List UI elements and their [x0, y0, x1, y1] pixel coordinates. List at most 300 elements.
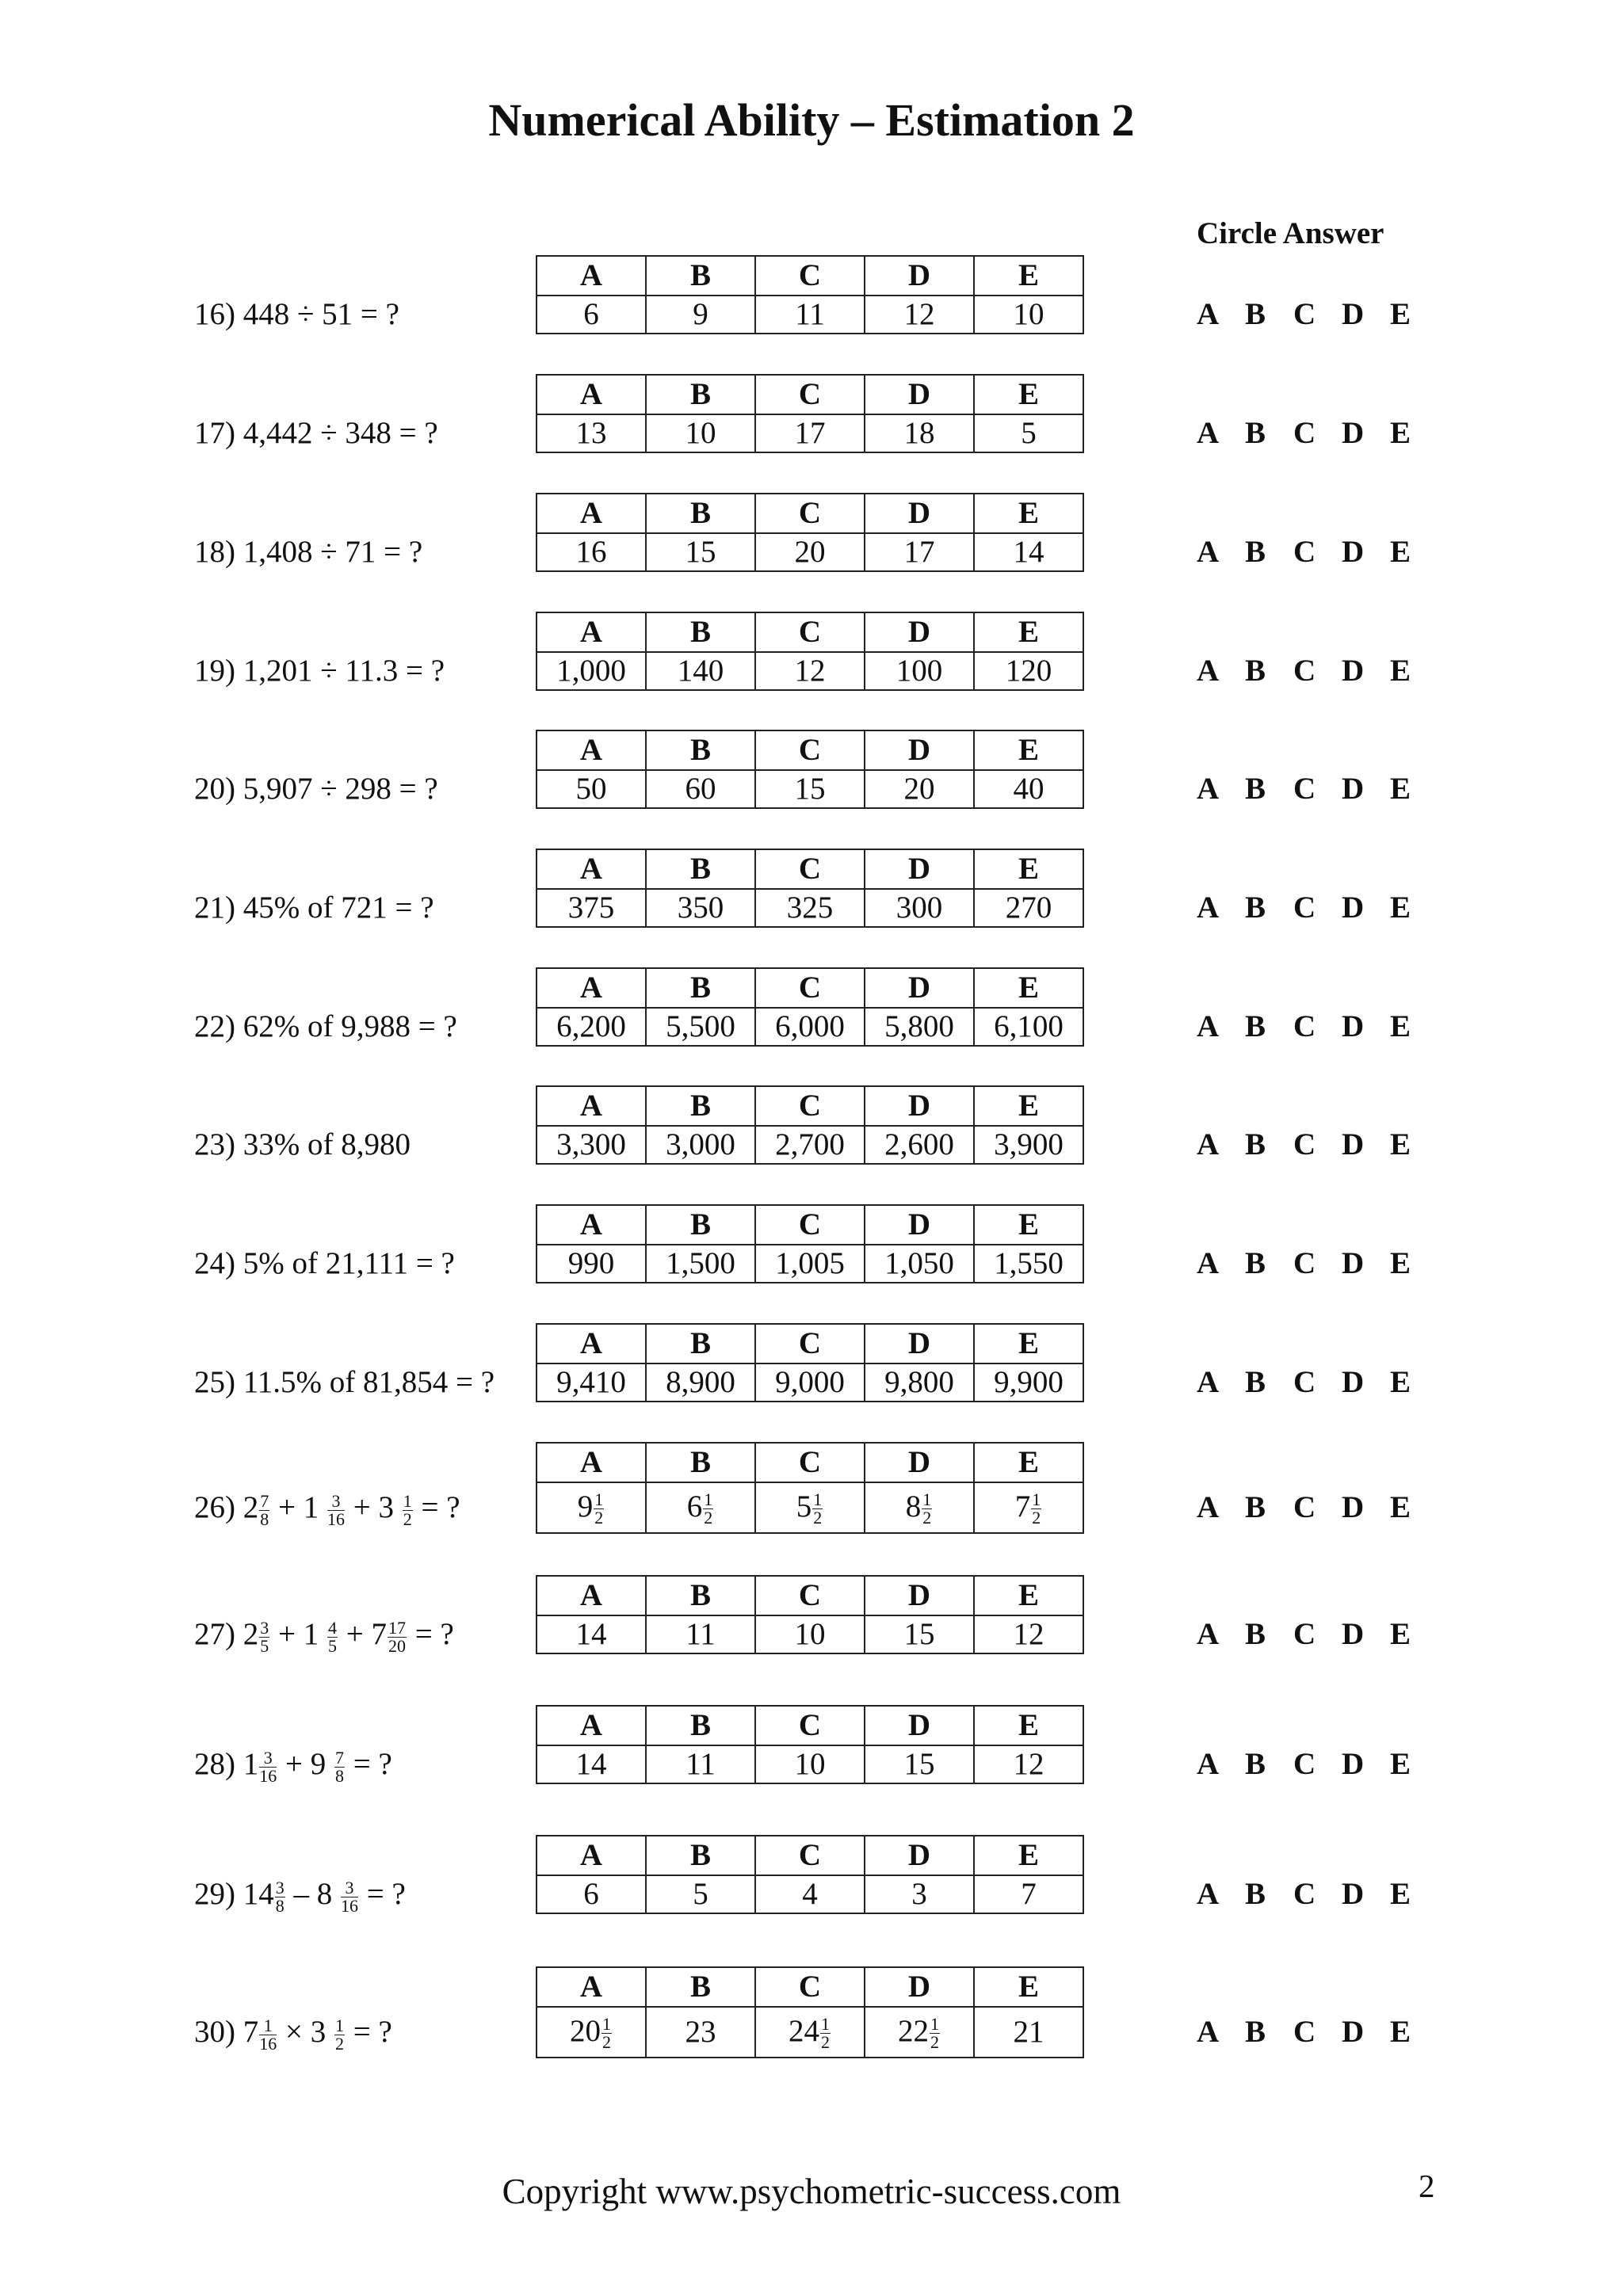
answer-letter[interactable]: B: [1245, 1617, 1266, 1651]
option-header: E: [974, 849, 1083, 889]
answer-letter[interactable]: B: [1245, 1246, 1266, 1280]
fraction: [259, 1490, 269, 1529]
answer-letter[interactable]: B: [1245, 1127, 1266, 1161]
option-value: 50: [537, 770, 646, 808]
option-header: D: [865, 256, 974, 296]
denominator: 2: [1032, 1508, 1041, 1528]
numerator: 1: [821, 2014, 830, 2035]
answer-letter[interactable]: A: [1197, 1127, 1220, 1161]
answer-letter[interactable]: C: [1293, 891, 1316, 925]
option-header: B: [646, 1324, 755, 1363]
option-value: 9: [646, 296, 755, 334]
answer-letter[interactable]: A: [1197, 1365, 1220, 1399]
option-header: A: [537, 1576, 646, 1615]
answer-choices: [1197, 1009, 1438, 1044]
option-value: 5,800: [865, 1008, 974, 1046]
fraction: [327, 1490, 345, 1529]
answer-letter[interactable]: B: [1245, 891, 1266, 925]
option-value: 6 $\frac{1}{2}$: [646, 1482, 755, 1533]
option-value: 6,000: [755, 1008, 865, 1046]
option-value: 325: [755, 889, 865, 927]
option-header: D: [865, 1324, 974, 1363]
answer-letter[interactable]: D: [1342, 772, 1365, 806]
answer-letter[interactable]: E: [1390, 654, 1411, 688]
option-header: D: [865, 1967, 974, 2007]
option-value: 8,900: [646, 1363, 755, 1402]
option-header: C: [755, 1205, 865, 1245]
numerator: 1: [335, 2015, 344, 2035]
answer-choices: [1197, 1876, 1438, 1912]
denominator: 2: [821, 2032, 830, 2053]
answer-letter[interactable]: B: [1245, 1490, 1266, 1524]
option-header: E: [974, 1576, 1083, 1615]
options-table: [536, 1323, 1084, 1402]
answer-letter[interactable]: E: [1390, 297, 1411, 331]
option-value: 21: [974, 2007, 1083, 2058]
answer-choices: [1197, 1746, 1438, 1782]
option-header: D: [865, 849, 974, 889]
option-value: 9 $\frac{1}{2}$: [537, 1482, 646, 1533]
answer-letter[interactable]: E: [1390, 1490, 1411, 1524]
option-value: 3,000: [646, 1126, 755, 1164]
answer-letter[interactable]: E: [1390, 416, 1411, 450]
answer-letter[interactable]: D: [1342, 1246, 1365, 1280]
answer-letter[interactable]: C: [1293, 1877, 1316, 1911]
options-table: [536, 967, 1084, 1047]
fraction: [334, 1749, 345, 1785]
option-header: A: [537, 968, 646, 1008]
option-header: A: [537, 1086, 646, 1126]
option-header: C: [755, 1576, 865, 1615]
option-header: E: [974, 612, 1083, 652]
answer-letter[interactable]: C: [1293, 1009, 1316, 1043]
numerator: 1: [1032, 1489, 1041, 1510]
option-value: 15: [865, 1615, 974, 1653]
answer-letter[interactable]: E: [1390, 1365, 1411, 1399]
options-table: [536, 493, 1084, 572]
option-header: D: [865, 375, 974, 414]
answer-choices: [1197, 771, 1438, 807]
answer-letter[interactable]: C: [1293, 1127, 1316, 1161]
fraction: [703, 1491, 713, 1527]
option-header: D: [865, 1205, 974, 1245]
fraction: [820, 2016, 831, 2051]
options-table: [536, 1204, 1084, 1283]
answer-letter[interactable]: A: [1197, 1490, 1220, 1524]
fraction: [259, 1749, 277, 1785]
question-text: 21) 45% of 721 = ?: [194, 891, 434, 925]
option-value: 7 $\frac{1}{2}$: [974, 1482, 1083, 1533]
option-header: C: [755, 1706, 865, 1745]
denominator: 2: [813, 1508, 823, 1528]
answer-letter[interactable]: B: [1245, 1009, 1266, 1043]
option-value: 300: [865, 889, 974, 927]
answer-letter[interactable]: B: [1245, 2015, 1266, 2049]
answer-letter[interactable]: C: [1293, 416, 1316, 450]
answer-letter[interactable]: E: [1390, 772, 1411, 806]
answer-letter[interactable]: A: [1197, 1246, 1220, 1280]
answer-letter[interactable]: A: [1197, 654, 1220, 688]
answer-letter[interactable]: E: [1390, 1747, 1411, 1781]
option-value: 24 $\frac{1}{2}$: [755, 2007, 865, 2058]
option-value: 5: [646, 1875, 755, 1913]
answer-letter[interactable]: D: [1342, 1747, 1365, 1781]
option-header: C: [755, 730, 865, 770]
option-value: 17: [865, 533, 974, 571]
option-header: B: [646, 1576, 755, 1615]
answer-letter[interactable]: A: [1197, 416, 1220, 450]
numerator: 17: [388, 1617, 406, 1638]
question-text: 20) 5,907 ÷ 298 = ?: [194, 772, 438, 806]
option-header: C: [755, 1443, 865, 1482]
answer-letter[interactable]: B: [1245, 535, 1266, 569]
answer-letter[interactable]: C: [1293, 1617, 1316, 1651]
page-title: Numerical Ability – Estimation 2: [488, 94, 1135, 146]
answer-choices: [1197, 653, 1438, 688]
option-header: C: [755, 1836, 865, 1875]
copyright-footer: Copyright www.psychometric-success.com: [502, 2172, 1121, 2211]
option-value: 17: [755, 414, 865, 452]
answer-letter[interactable]: C: [1293, 1246, 1316, 1280]
answer-choices: [1197, 1245, 1438, 1281]
fraction: [403, 1490, 413, 1529]
option-header: D: [865, 1443, 974, 1482]
option-value: 10: [755, 1745, 865, 1783]
option-header: B: [646, 375, 755, 414]
circle-answer-heading: Circle Answer: [1197, 216, 1384, 250]
option-value: 12: [755, 652, 865, 690]
numerator: 1: [813, 1489, 823, 1510]
page-number: 2: [1419, 2168, 1435, 2204]
option-value: 375: [537, 889, 646, 927]
options-table: [536, 374, 1084, 453]
option-header: D: [865, 1836, 974, 1875]
option-value: 4: [755, 1875, 865, 1913]
option-header: E: [974, 968, 1083, 1008]
option-value: 1,550: [974, 1245, 1083, 1283]
answer-letter[interactable]: C: [1293, 1747, 1316, 1781]
answer-letter[interactable]: E: [1390, 535, 1411, 569]
option-value: 14: [537, 1615, 646, 1653]
denominator: 2: [594, 1508, 604, 1528]
numerator: 1: [704, 1489, 713, 1510]
denominator: 2: [335, 2033, 344, 2054]
answer-choices: [1197, 534, 1438, 570]
option-header: D: [865, 494, 974, 533]
option-value: 60: [646, 770, 755, 808]
options-table: [536, 849, 1084, 928]
option-value: 140: [646, 652, 755, 690]
option-value: 14: [974, 533, 1083, 571]
option-value: 6: [537, 296, 646, 334]
option-header: E: [974, 256, 1083, 296]
option-value: 11: [755, 296, 865, 334]
option-header: A: [537, 1836, 646, 1875]
denominator: 5: [260, 1635, 269, 1656]
option-value: 12: [974, 1745, 1083, 1783]
denominator: 2: [602, 2032, 611, 2053]
answer-letter[interactable]: B: [1245, 1877, 1266, 1911]
answer-letter[interactable]: E: [1390, 1009, 1411, 1043]
option-header: E: [974, 1324, 1083, 1363]
answer-letter[interactable]: A: [1197, 1009, 1220, 1043]
option-value: 12: [974, 1615, 1083, 1653]
denominator: 16: [341, 1895, 358, 1916]
option-header: A: [537, 1967, 646, 2007]
fraction: [259, 2017, 277, 2053]
answer-choices: [1197, 2014, 1438, 2050]
answer-letter[interactable]: E: [1390, 1617, 1411, 1651]
numerator: 1: [259, 2017, 277, 2035]
option-value: 9,800: [865, 1363, 974, 1402]
option-header: B: [646, 849, 755, 889]
answer-letter[interactable]: C: [1293, 535, 1316, 569]
option-header: A: [537, 849, 646, 889]
answer-choices: [1197, 1127, 1438, 1162]
option-value: 1,050: [865, 1245, 974, 1283]
answer-letter[interactable]: A: [1197, 1617, 1220, 1651]
option-header: E: [974, 1706, 1083, 1745]
fraction: [922, 1491, 932, 1527]
option-header: C: [755, 494, 865, 533]
denominator: 20: [388, 1635, 406, 1656]
option-value: 3,900: [974, 1126, 1083, 1164]
fraction: [334, 2017, 345, 2053]
denominator: 2: [403, 1508, 412, 1529]
answer-letter[interactable]: C: [1293, 297, 1316, 331]
numerator: 7: [335, 1747, 344, 1768]
option-header: D: [865, 968, 974, 1008]
answer-letter[interactable]: E: [1390, 1246, 1411, 1280]
answer-letter[interactable]: B: [1245, 772, 1266, 806]
answer-letter[interactable]: A: [1197, 297, 1220, 331]
option-value: 3: [865, 1875, 974, 1913]
numerator: 1: [930, 2014, 939, 2035]
answer-letter[interactable]: C: [1293, 654, 1316, 688]
answer-letter[interactable]: C: [1293, 772, 1316, 806]
option-value: 5 $\frac{1}{2}$: [755, 1482, 865, 1533]
option-value: 1,000: [537, 652, 646, 690]
question-text: 29) 14 $\frac{3}{8}$ – 8 $\frac{3}{16}$ = ?: [194, 1877, 406, 1916]
option-value: 12: [865, 296, 974, 334]
answer-letter[interactable]: E: [1390, 1127, 1411, 1161]
answer-letter[interactable]: D: [1342, 2015, 1365, 2049]
answer-letter[interactable]: D: [1342, 535, 1365, 569]
answer-choices: [1197, 415, 1438, 451]
option-header: B: [646, 494, 755, 533]
denominator: 8: [335, 1765, 344, 1786]
numerator: 1: [403, 1490, 412, 1511]
option-value: 10: [755, 1615, 865, 1653]
answer-letter[interactable]: D: [1342, 297, 1365, 331]
option-header: B: [646, 1443, 755, 1482]
answer-letter[interactable]: A: [1197, 772, 1220, 806]
answer-letter[interactable]: D: [1342, 654, 1365, 688]
denominator: 16: [259, 2033, 277, 2054]
answer-letter[interactable]: C: [1293, 1365, 1316, 1399]
option-value: 10: [974, 296, 1083, 334]
option-value: 9,000: [755, 1363, 865, 1402]
question-text: 25) 11.5% of 81,854 = ?: [194, 1365, 495, 1399]
option-value: 990: [537, 1245, 646, 1283]
option-value: 5,500: [646, 1008, 755, 1046]
answer-letter[interactable]: B: [1245, 654, 1266, 688]
options-table: [536, 1442, 1084, 1534]
answer-letter[interactable]: A: [1197, 1877, 1220, 1911]
question-text: 24) 5% of 21,111 = ?: [194, 1246, 455, 1280]
option-value: 23: [646, 2007, 755, 2058]
option-header: B: [646, 1967, 755, 2007]
fraction: [930, 2016, 940, 2051]
answer-letter[interactable]: E: [1390, 1877, 1411, 1911]
answer-letter[interactable]: D: [1342, 891, 1365, 925]
option-value: 120: [974, 652, 1083, 690]
option-value: 14: [537, 1745, 646, 1783]
options-table: [536, 1575, 1084, 1654]
numerator: 3: [327, 1493, 345, 1511]
option-value: 2,600: [865, 1126, 974, 1164]
option-header: A: [537, 256, 646, 296]
options-table: [536, 1966, 1084, 2058]
options-table: [536, 1085, 1084, 1165]
option-value: 5: [974, 414, 1083, 452]
answer-letter[interactable]: D: [1342, 416, 1365, 450]
option-value: 1,005: [755, 1245, 865, 1283]
option-value: 11: [646, 1615, 755, 1653]
question-text: 16) 448 ÷ 51 = ?: [194, 297, 399, 331]
options-table: [536, 1835, 1084, 1914]
numerator: 3: [275, 1877, 285, 1897]
option-header: B: [646, 968, 755, 1008]
option-header: A: [537, 494, 646, 533]
option-header: C: [755, 849, 865, 889]
option-value: 6,200: [537, 1008, 646, 1046]
options-table: [536, 612, 1084, 691]
option-header: B: [646, 730, 755, 770]
numerator: 1: [922, 1489, 932, 1510]
option-header: B: [646, 1086, 755, 1126]
answer-letter[interactable]: E: [1390, 2015, 1411, 2049]
denominator: 5: [328, 1635, 337, 1656]
option-header: E: [974, 1205, 1083, 1245]
option-header: C: [755, 968, 865, 1008]
fraction: [812, 1491, 823, 1527]
fraction: [259, 1619, 269, 1655]
numerator: 7: [260, 1490, 269, 1511]
answer-choices: [1197, 1616, 1438, 1652]
answer-letter[interactable]: D: [1342, 1490, 1365, 1524]
numerator: 3: [260, 1617, 269, 1638]
option-value: 22 $\frac{1}{2}$: [865, 2007, 974, 2058]
option-value: 2,700: [755, 1126, 865, 1164]
options-table: [536, 730, 1084, 809]
option-header: E: [974, 730, 1083, 770]
fraction: [341, 1879, 358, 1915]
question-text: 22) 62% of 9,988 = ?: [194, 1009, 457, 1043]
options-table: [536, 1705, 1084, 1784]
option-value: 100: [865, 652, 974, 690]
fraction: [327, 1619, 338, 1655]
numerator: 3: [259, 1749, 277, 1768]
option-header: D: [865, 1576, 974, 1615]
fraction: [1031, 1491, 1041, 1527]
question-text: 19) 1,201 ÷ 11.3 = ?: [194, 654, 445, 688]
fraction: [275, 1879, 285, 1915]
answer-letter[interactable]: A: [1197, 535, 1220, 569]
option-value: 20: [755, 533, 865, 571]
denominator: 2: [704, 1508, 713, 1528]
option-header: C: [755, 1324, 865, 1363]
numerator: 4: [328, 1617, 337, 1638]
option-value: 7: [974, 1875, 1083, 1913]
answer-letter[interactable]: A: [1197, 891, 1220, 925]
fraction: [594, 1491, 604, 1527]
option-value: 3,300: [537, 1126, 646, 1164]
answer-choices: [1197, 1489, 1438, 1525]
option-value: 15: [755, 770, 865, 808]
option-value: 20: [865, 770, 974, 808]
answer-letter[interactable]: A: [1197, 1747, 1220, 1781]
option-header: B: [646, 1205, 755, 1245]
answer-letter[interactable]: D: [1342, 1877, 1365, 1911]
option-value: 9,410: [537, 1363, 646, 1402]
question-text: 17) 4,442 ÷ 348 = ?: [194, 416, 438, 450]
option-header: D: [865, 1086, 974, 1126]
question-text: 26) 2 $\frac{7}{8}$ + 1 $\frac{3}{16}$ + 3 $\frac{1}{2}$ = ?: [194, 1490, 460, 1529]
option-value: 15: [646, 533, 755, 571]
options-table: [536, 255, 1084, 334]
option-value: 8 $\frac{1}{2}$: [865, 1482, 974, 1533]
option-header: B: [646, 1836, 755, 1875]
answer-letter[interactable]: D: [1342, 1617, 1365, 1651]
option-value: 350: [646, 889, 755, 927]
option-value: 9,900: [974, 1363, 1083, 1402]
option-value: 20 $\frac{1}{2}$: [537, 2007, 646, 2058]
denominator: 16: [327, 1508, 345, 1529]
answer-letter[interactable]: C: [1293, 2015, 1316, 2049]
fraction: [388, 1619, 407, 1655]
option-value: 18: [865, 414, 974, 452]
denominator: 16: [259, 1765, 277, 1786]
answer-letter[interactable]: E: [1390, 891, 1411, 925]
option-value: 16: [537, 533, 646, 571]
option-header: C: [755, 1086, 865, 1126]
denominator: 8: [275, 1895, 285, 1916]
answer-choices: [1197, 890, 1438, 925]
option-header: E: [974, 1086, 1083, 1126]
option-header: D: [865, 612, 974, 652]
option-value: 40: [974, 770, 1083, 808]
answer-letter[interactable]: D: [1342, 1127, 1365, 1161]
answer-letter[interactable]: D: [1342, 1365, 1365, 1399]
option-header: A: [537, 730, 646, 770]
answer-letter[interactable]: B: [1245, 1365, 1266, 1399]
answer-letter[interactable]: B: [1245, 1747, 1266, 1781]
question-text: 18) 1,408 ÷ 71 = ?: [194, 535, 423, 569]
question-text: 23) 33% of 8,980: [194, 1127, 411, 1161]
answer-letter[interactable]: C: [1293, 1490, 1316, 1524]
answer-letter[interactable]: D: [1342, 1009, 1365, 1043]
answer-letter[interactable]: A: [1197, 2015, 1220, 2049]
option-header: A: [537, 1706, 646, 1745]
denominator: 2: [922, 1508, 932, 1528]
option-header: C: [755, 375, 865, 414]
fraction: [601, 2016, 612, 2051]
numerator: 1: [594, 1489, 604, 1510]
question-text: 28) 1 $\frac{3}{16}$ + 9 $\frac{7}{8}$ = ?: [194, 1747, 392, 1786]
answer-letter[interactable]: B: [1245, 416, 1266, 450]
answer-letter[interactable]: B: [1245, 297, 1266, 331]
